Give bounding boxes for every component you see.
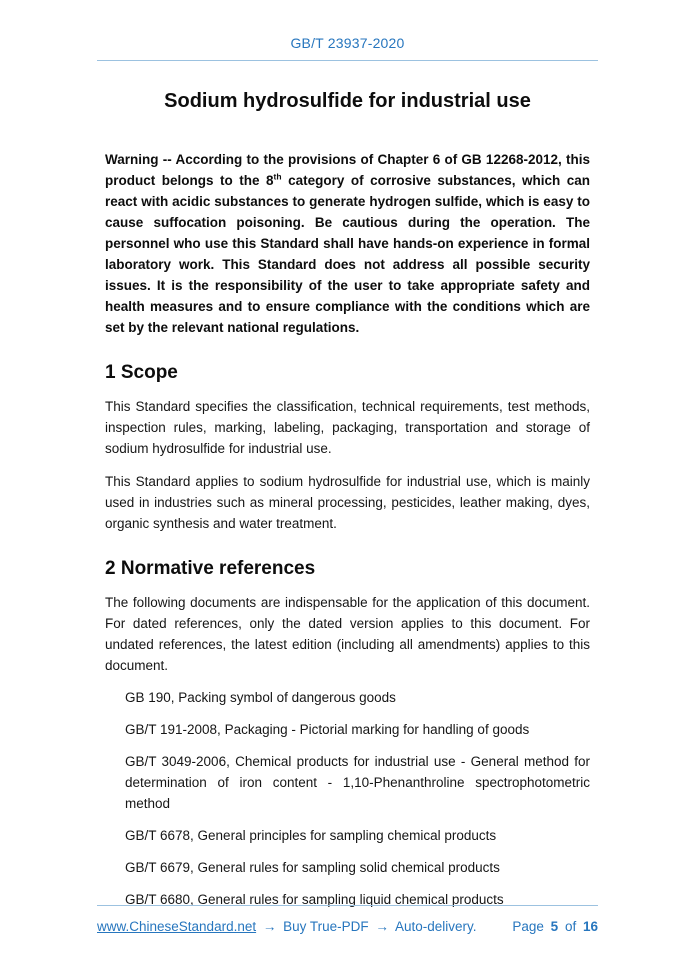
reference-item: GB 190, Packing symbol of dangerous goods xyxy=(125,690,396,705)
page-number-indicator xyxy=(509,919,598,934)
scope-paragraph-1: This Standard specifies the classification, technical requirements, test methods, inspection rules, marking, labeling, packaging, transportation and storage of sodium hydrosulfide for industrial use. xyxy=(105,399,590,456)
page-footer xyxy=(97,905,598,934)
warning-text-rest: category of corrosive substances, which can react with acidic substances to generate hydrogen sulfide, which is easy to cause suffocation poisoning. Be cautious during the operation. The personnel who use this Standard shall have hands-on experience in formal laboratory work. This Standard does not address all possible security issues. It is the responsibility of the user to take appropriate safety and health measures and to ensure compliance with the conditions which are set by the relevant national regulations. xyxy=(105,173,590,335)
arrow-right-icon: → xyxy=(262,919,277,934)
section-heading-normative-references: 2 Normative references xyxy=(105,558,316,579)
of-label: of xyxy=(564,919,577,934)
page-current: 5 xyxy=(550,919,559,934)
reference-item: GB/T 6680, General rules for sampling liquid chemical products xyxy=(125,892,504,907)
page-title: Sodium hydrosulfide for industrial use xyxy=(164,90,531,112)
header-rule xyxy=(97,60,598,61)
footer-website-link[interactable]: www.ChineseStandard.net xyxy=(97,919,257,934)
normative-references-intro: The following documents are indispensable for the application of this document. For dated references, only the dated version applies to this document. For undated references, the latest edition (including all amendments) applies to this document. xyxy=(105,595,590,673)
footer-delivery-text: Auto-delivery. xyxy=(394,919,477,934)
arrow-right-icon: → xyxy=(375,919,389,934)
document-body xyxy=(105,66,590,910)
section-heading-scope: 1 Scope xyxy=(105,362,178,383)
reference-item: GB/T 6678, General principles for sampling chemical products xyxy=(125,828,497,843)
page-header xyxy=(97,0,598,61)
warning-text-lead: Warning -- According to the provisions of Chapter 6 of GB 12268-2012, this product belongs to the 8 xyxy=(105,152,590,188)
footer-rule xyxy=(97,905,598,906)
footer-buy-text: Buy True-PDF xyxy=(283,919,369,934)
warning-superscript: th xyxy=(273,171,282,182)
reference-item: GB/T 3049-2006, Chemical products for industrial use - General method for determination of iron content - 1,10-Phenanthroline spectrophotometric method xyxy=(125,754,590,811)
scope-paragraph-2: This Standard applies to sodium hydrosulfide for industrial use, which is mainly used in industries such as mineral processing, pesticides, leather making, dyes, organic synthesis and water treatment. xyxy=(105,474,590,531)
reference-item: GB/T 6679, General rules for sampling solid chemical products xyxy=(125,860,500,875)
reference-item: GB/T 191-2008, Packaging - Pictorial marking for handling of goods xyxy=(125,722,530,737)
footer-site-line xyxy=(97,919,476,934)
page-label: Page xyxy=(512,919,544,934)
doc-code: GB/T 23937-2020 xyxy=(290,35,405,51)
page-total: 16 xyxy=(582,919,598,934)
warning-paragraph xyxy=(105,149,590,338)
